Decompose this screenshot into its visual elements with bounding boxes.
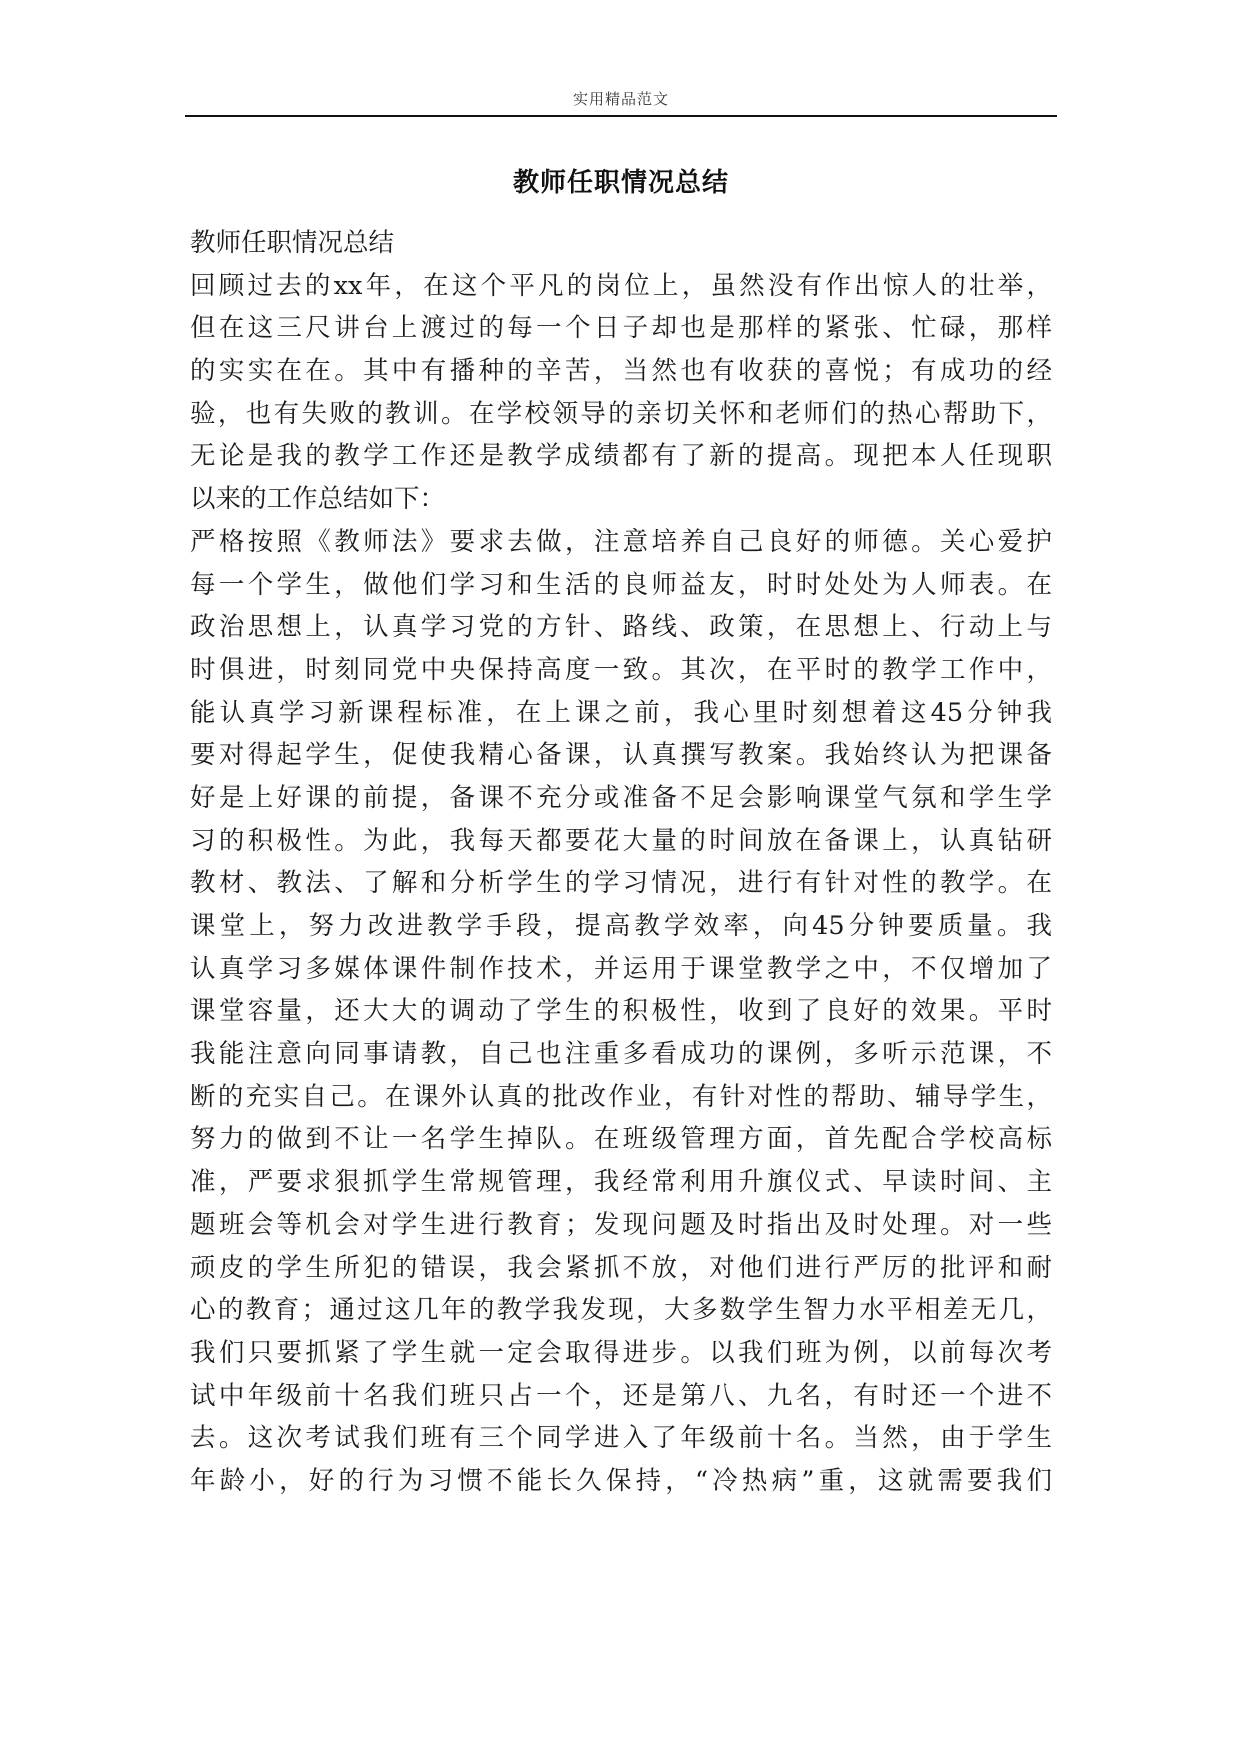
text-line: 教材、教法、了解和分析学生的学习情况，进行有针对性的教学。在 [190,868,1052,899]
text-line: 能认真学习新课程标准，在上课之前，我心里时刻想着这45分钟我 [190,697,1052,728]
text-line: 心的教育；通过这几年的教学我发现，大多数学生智力水平相差无几， [190,1295,1052,1326]
text-line: 年龄小，好的行为习惯不能长久保持，“冷热病”重，这就需要我们 [190,1465,1052,1496]
text-line: 好是上好课的前提，备课不充分或准备不足会影响课堂气氛和学生学 [190,782,1052,813]
text-line: 试中年级前十名我们班只占一个，还是第八、九名，有时还一个进不 [190,1380,1052,1411]
text-line: 准，严要求狠抓学生常规管理，我经常利用升旗仪式、早读时间、主 [190,1167,1052,1198]
document-title: 教师任职情况总结 [512,168,729,198]
text-line: 每一个学生，做他们学习和生活的良师益友，时时处处为人师表。在 [190,569,1052,600]
text-line: 回顾过去的xx年，在这个平凡的岗位上，虽然没有作出惊人的壮举， [190,270,1052,301]
page-header: 实用精品范文 [572,90,669,108]
text-line: 去。这次考试我们班有三个同学进入了年级前十名。当然，由于学生 [190,1423,1052,1454]
text-line: 验，也有失败的教训。在学校领导的亲切关怀和老师们的热心帮助下， [190,398,1052,429]
text-line: 要对得起学生，促使我精心备课，认真撰写教案。我始终认为把课备 [190,740,1052,771]
text-line: 习的积极性。为此，我每天都要花大量的时间放在备课上，认真钻研 [190,825,1052,856]
text-line: 顽皮的学生所犯的错误，我会紧抓不放，对他们进行严厉的批评和耐 [190,1252,1052,1283]
document-body [190,222,1052,1503]
text-line: 认真学习多媒体课件制作技术，并运用于课堂教学之中，不仅增加了 [190,953,1052,984]
text-line: 政治思想上，认真学习党的方针、路线、政策，在思想上、行动上与 [190,612,1052,643]
text-line: 时俱进，时刻同党中央保持高度一致。其次，在平时的教学工作中， [190,654,1052,685]
text-line: 教师任职情况总结 [190,228,395,258]
text-line: 但在这三尺讲台上渡过的每一个日子却也是那样的紧张、忙碌，那样 [190,313,1052,344]
text-line: 断的充实自己。在课外认真的批改作业，有针对性的帮助、辅导学生， [190,1081,1052,1112]
text-line: 的实实在在。其中有播种的辛苦，当然也有收获的喜悦；有成功的经 [190,356,1052,387]
text-line: 我能注意向同事请教，自己也注重多看成功的课例，多听示范课，不 [190,1039,1052,1070]
text-line: 课堂上，努力改进教学手段，提高教学效率，向45分钟要质量。我 [190,911,1052,941]
text-line: 无论是我的教学工作还是教学成绩都有了新的提高。现把本人任现职 [190,441,1052,472]
text-line: 我们只要抓紧了学生就一定会取得进步。以我们班为例，以前每次考 [190,1337,1052,1368]
text-line: 课堂容量，还大大的调动了学生的积极性，收到了良好的效果。平时 [190,996,1052,1027]
text-line: 以来的工作总结如下： [190,484,446,515]
text-line: 努力的做到不让一名学生掉队。在班级管理方面，首先配合学校高标 [190,1124,1052,1155]
header-divider [185,115,1057,117]
text-line: 严格按照《教师法》要求去做，注意培养自己良好的师德。关心爱护 [190,526,1052,557]
text-line: 题班会等机会对学生进行教育；发现问题及时指出及时处理。对一些 [190,1209,1052,1240]
